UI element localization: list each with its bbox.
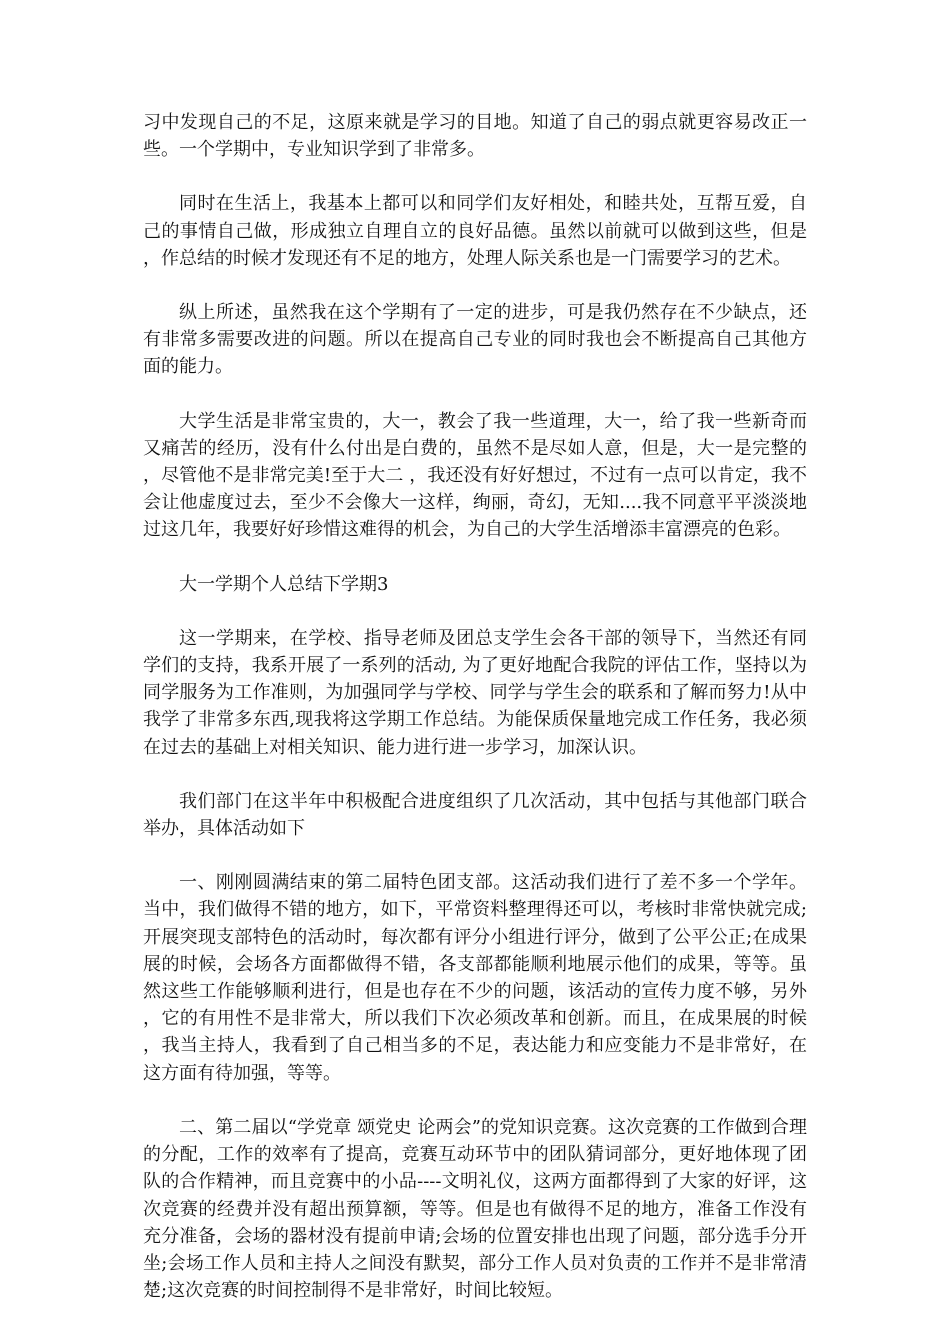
paragraph-activity-one: 一、刚刚圆满结束的第二届特色团支部。这活动我们进行了差不多一个学年。当中，我们做得不错的地方，如下，平常资料整理得还可以，考核时非常快就完成;开展突现支部特色的活动时，每次都有评分小组进行评分，做到了公平公正;在成果展的时候，会场各方面都做得不错，各支部都能顺利地展示他们的成果，等等。虽然这些工作能够顺利进行，但是也存在不少的问题，该活动的宣传力度不够，另外，它的有用性不是非常大，所以我们下次必须改革和创新。而且，在成果展的时候，我当主持人，我看到了自己相当多的不足，表达能力和应变能力不是非常好，在这方面有待加强，等等。	[143, 872, 807, 1084]
paragraph-department: 我们部门在这半年中积极配合进度组织了几次活动，其中包括与其他部门联合举办，具体活动如下	[143, 790, 807, 840]
section-heading: 大一学期个人总结下学期3	[179, 573, 389, 595]
document-body	[143, 109, 807, 1331]
paragraph-semester-work: 这一学期来，在学校、指导老师及团总支学生会各干部的领导下，当然还有同学们的支持，我系开展了一系列的活动, 为了更好地配合我院的评估工作，坚持以为同学服务为工作准则，为加强同学与学校、同学与学生会的联系和了解而努力!从中我学了非常多东西,现我将这学期工作总结。为能保质保量地完成工作任务，我必须在过去的基础上对相关知识、能力进行进一步学习，加深认识。	[143, 627, 807, 758]
paragraph-summary: 纵上所述，虽然我在这个学期有了一定的进步，可是我仍然存在不少缺点，还有非常多需要改进的问题。所以在提高自己专业的同时我也会不断提高自己其他方面的能力。	[143, 302, 807, 378]
paragraph-life: 同时在生活上，我基本上都可以和同学们友好相处，和睦共处，互帮互爱，自己的事情自己做，形成独立自理自立的良好品德。虽然以前就可以做到这些，但是，作总结的时候才发现还有不足的地方，处理人际关系也是一门需要学习的艺术。	[143, 193, 807, 269]
paragraph-college-life: 大学生活是非常宝贵的，大一，教会了我一些道理，大一，给了我一些新奇而又痛苦的经历，没有什么付出是白费的，虽然不是尽如人意，但是，大一是完整的，尽管他不是非常完美!至于大二 ，我还没有好好想过，不过有一点可以肯定，我不会让他虚度过去，至少不会像大一这样，绚丽，奇幻，无知....我不同意平平淡淡地过这几年，我要好好珍惜这难得的机会，为自己的大学生活增添丰富漂亮的色彩。	[143, 410, 807, 541]
paragraph-continued: 习中发现自己的不足，这原来就是学习的目地。知道了自己的弱点就更容易改正一些。一个学期中，专业知识学到了非常多。	[143, 112, 807, 161]
paragraph-activity-two: 二、第二届以“学党章 颂党史 论两会”的党知识竞赛。这次竞赛的工作做到合理的分配，工作的效率有了提高，竞赛互动环节中的团队猜词部分，更好地体现了团队的合作精神，而且竞赛中的小品----文明礼仪，这两方面都得到了大家的好评，这次竞赛的经费并没有超出预算额，等等。但是也有做得不足的地方，准备工作没有充分准备，会场的器材没有提前申请;会场的位置安排也出现了问题，部分选手分开坐;会场工作人员和主持人之间没有默契，部分工作人员对负责的工作并不是非常清楚;这次竞赛的时间控制得不是非常好，时间比较短。	[143, 1116, 807, 1302]
